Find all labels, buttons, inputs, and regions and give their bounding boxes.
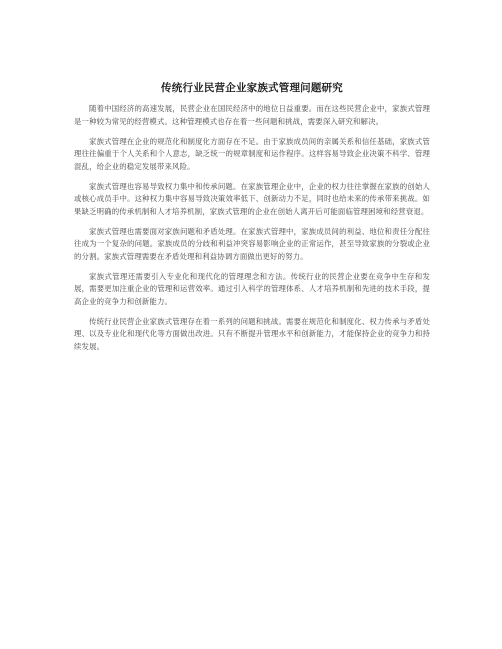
paragraph-1: 随着中国经济的高速发展，民营企业在国民经济中的地位日益重要。而在这些民营企业中，家族式管理是一种较为常见的经营模式。这种管理模式也存在着一些问题和挑战，需要深入研究和解决。 [74, 104, 430, 126]
document-page [74, 82, 430, 361]
paragraph-2: 家族式管理在企业的规范化和制度化方面存在不足。由于家族成员间的亲属关系和信任基础，家族式管理往往偏重于个人关系和个人意志，缺乏统一的规章制度和运作程序。这样容易导致企业决策不科学、管理混乱，给企业的稳定发展带来风险。 [74, 136, 430, 171]
document-title: 传统行业民营企业家族式管理问题研究 [161, 82, 343, 94]
paragraph-6: 传统行业民营企业家族式管理存在着一系列的问题和挑战。需要在规范化和制度化、权力传承与矛盾处理、以及专业化和现代化等方面做出改进。只有不断提升管理水平和创新能力，才能保持企业的竞争力和持续发展。 [74, 316, 430, 351]
paragraph-4: 家族式管理也需要面对家族问题和矛盾处理。在家族式管理中，家族成员间的利益、地位和责任分配往往成为一个复杂的问题。家族成员的分歧和利益冲突容易影响企业的正常运作，甚至导致家族的分裂或企业的分割。家族式管理需要在矛盾处理和利益协调方面做出更好的努力。 [74, 226, 430, 261]
paragraph-5: 家族式管理还需要引入专业化和现代化的管理理念和方法。传统行业的民营企业要在竞争中生存和发展，需要更加注重企业的管理和运营效率。通过引入科学的管理体系、人才培养机制和先进的技术手段，提高企业的竞争力和创新能力。 [74, 271, 430, 306]
paragraph-3: 家族式管理也容易导致权力集中和传承问题。在家族管理企业中，企业的权力往往掌握在家族的创始人或核心成员手中。这种权力集中容易导致决策效率低下、创新动力不足，同时也给未来的传承带来挑战。如果缺乏明确的传承机制和人才培养机制，家族式管理的企业在创始人离开后可能面临管理困境和经营衰退。 [74, 181, 430, 216]
